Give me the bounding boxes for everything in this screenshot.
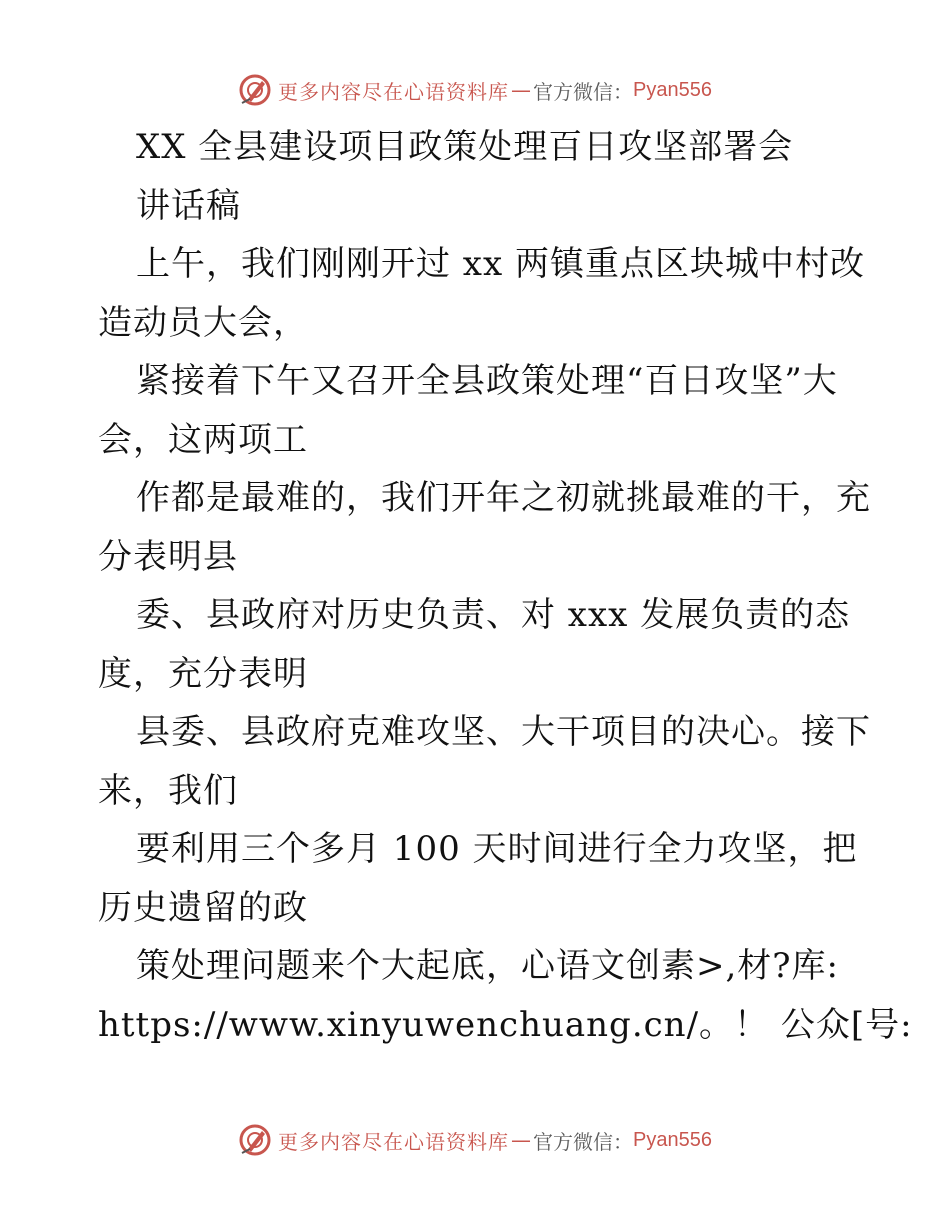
text-line: 委、县政府对历史负责、对 xxx 发展负责的态 <box>136 595 851 635</box>
banner-wechat-label: 官方微信： <box>533 79 634 104</box>
text-line: 讲话稿 <box>136 185 241 226</box>
text-line: 会，这两项工 <box>98 419 308 460</box>
banner-separator: — <box>511 1128 532 1152</box>
text-line: 县委、县政府克难攻坚、大干项目的决心。接下 <box>136 712 871 752</box>
text-line: 上午，我们刚刚开过 xx 两镇重点区块城中村改 <box>136 244 865 284</box>
banner-text: 更多内容尽在心语资料库 <box>278 79 510 104</box>
text-line: XX 全县建设项目政策处理百日攻坚部署会 <box>136 127 794 167</box>
banner-wechat-id: Pyan556 <box>633 1128 712 1151</box>
text-line: 要利用三个多月 100 天时间进行全力攻坚，把 <box>136 829 858 869</box>
logo-icon <box>238 73 272 107</box>
banner-separator: — <box>511 78 532 102</box>
banner-text: 更多内容尽在心语资料库 <box>278 1129 510 1154</box>
logo-icon <box>238 1123 272 1157</box>
header-watermark-banner <box>0 70 950 110</box>
text-line: 紧接着下午又召开全县政策处理“百日攻坚”大 <box>136 361 838 401</box>
text-line: 作都是最难的，我们开年之初就挑最难的干，充 <box>136 478 871 518</box>
document-body <box>98 118 913 1054</box>
text-line: 度，充分表明 <box>98 653 308 694</box>
text-line: 造动员大会， <box>98 302 308 343</box>
text-line: https://www.xinyuwenchuang.cn/。！ 公众[号: <box>98 1004 913 1045</box>
banner-wechat-label: 官方微信： <box>533 1129 634 1154</box>
text-line: 分表明县 <box>98 536 238 577</box>
text-line: 策处理问题来个大起底，心语文创素>,材?库: <box>136 946 839 986</box>
text-line: 历史遗留的政 <box>98 887 308 928</box>
footer-watermark-banner <box>0 1120 950 1160</box>
banner-wechat-id: Pyan556 <box>633 78 712 101</box>
text-line: 来，我们 <box>98 770 238 811</box>
